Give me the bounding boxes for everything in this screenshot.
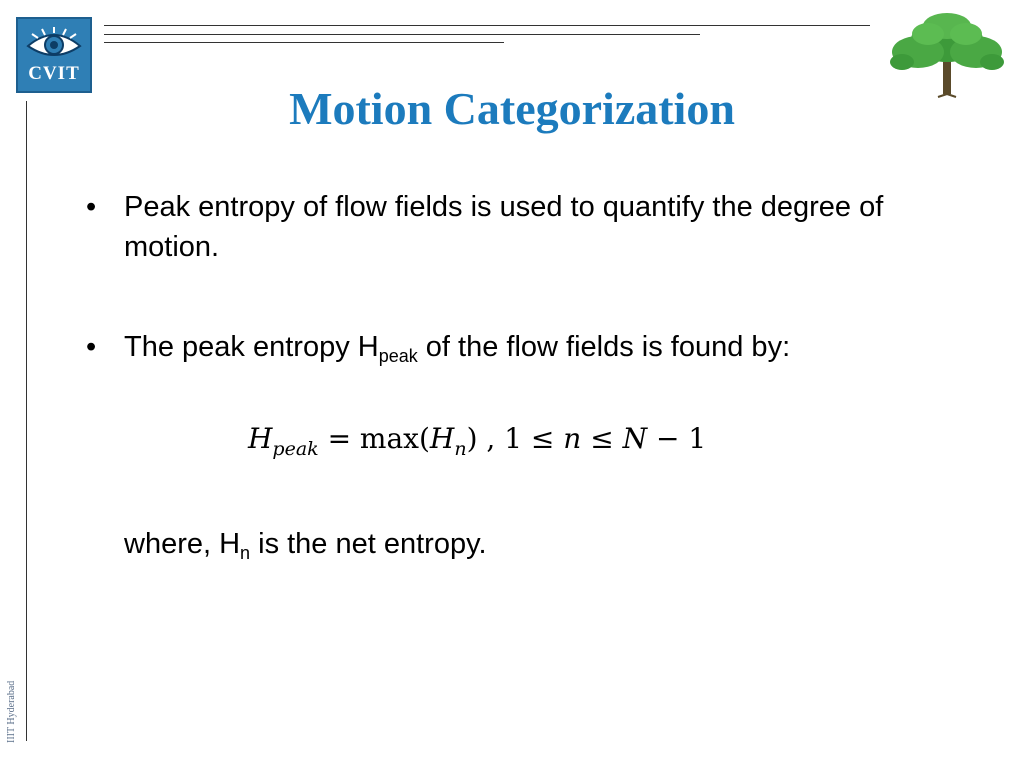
header-rule bbox=[104, 34, 700, 35]
formula-op: ≤ bbox=[581, 422, 623, 455]
header-rule bbox=[104, 25, 870, 26]
bullet-marker: • bbox=[86, 191, 97, 223]
formula-sub: n bbox=[454, 438, 467, 460]
bullet-text-end: of the flow fields is found by: bbox=[417, 331, 791, 363]
note-text bbox=[124, 524, 487, 564]
side-label: IIIT Hyderabad bbox=[6, 680, 17, 743]
bullet-text bbox=[124, 327, 884, 367]
formula-op: − 1 bbox=[647, 422, 707, 455]
formula-op: ) , 1 ≤ bbox=[466, 422, 564, 455]
formula-var: n bbox=[563, 422, 582, 455]
note-end: is the net entropy. bbox=[250, 528, 487, 560]
formula-sub: peak bbox=[272, 438, 319, 460]
subscript: n bbox=[240, 543, 251, 563]
bullet-text-start: The peak entropy H bbox=[124, 331, 379, 363]
logo-text: CVIT bbox=[28, 63, 80, 84]
note-start: where, H bbox=[124, 528, 241, 560]
header-rule bbox=[104, 42, 504, 43]
formula bbox=[248, 422, 707, 460]
eye-icon bbox=[24, 24, 84, 64]
formula-var: H bbox=[429, 422, 455, 455]
slide-title: Motion Categorization bbox=[289, 83, 735, 134]
subscript: peak bbox=[378, 346, 418, 366]
bullet-marker: • bbox=[86, 331, 97, 363]
formula-op: = max( bbox=[318, 422, 430, 455]
formula-var: H bbox=[248, 422, 273, 455]
side-rule bbox=[26, 101, 27, 741]
formula-var: N bbox=[622, 422, 648, 455]
bullet-text: Peak entropy of flow fields is used to quantify the degree of motion. bbox=[124, 191, 884, 263]
